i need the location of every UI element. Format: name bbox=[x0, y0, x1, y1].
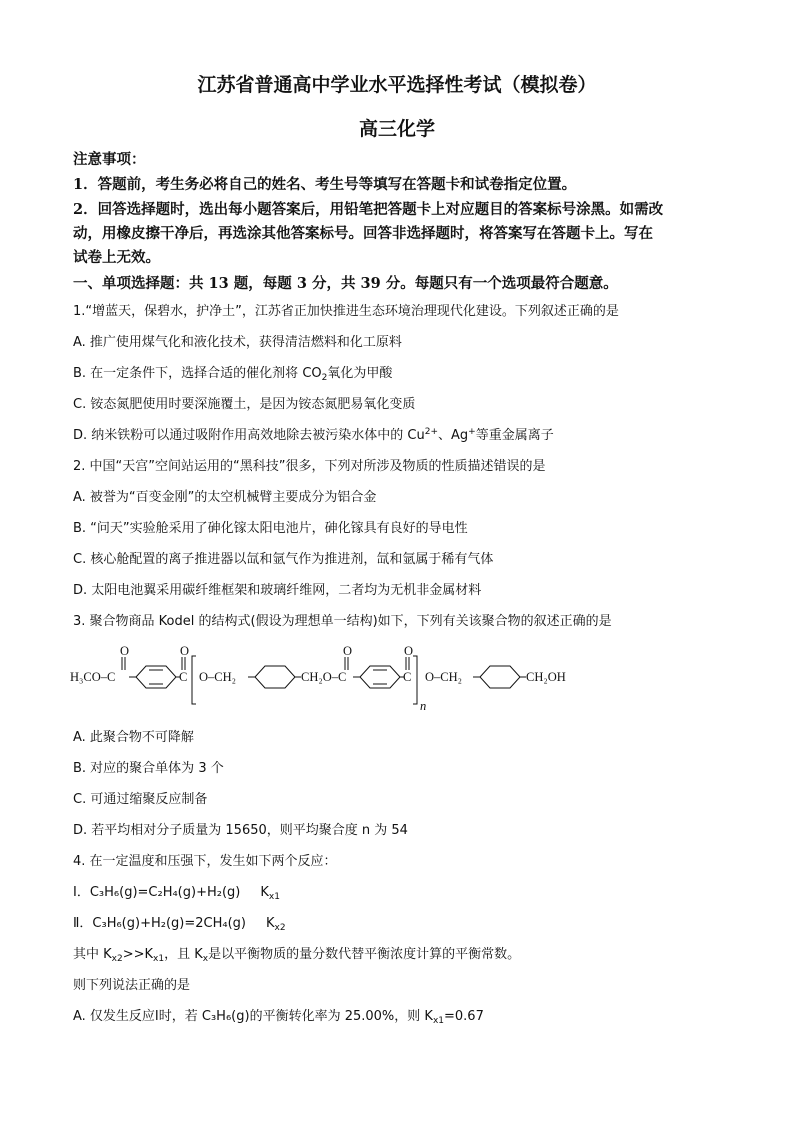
q3-option-c: C. 可通过缩聚反应制备 bbox=[73, 792, 208, 807]
section-1-heading: 一、单项选择题：共 13 题，每题 3 分，共 39 分。每题只有一个选项最符合题意。 bbox=[73, 275, 618, 292]
hydroxymethyl-group: CH₂OH bbox=[526, 670, 566, 684]
notice-item-1: 1．答题前，考生务必将自己的姓名、考生号等填写在答题卡和试卷指定位置。 bbox=[73, 176, 577, 193]
q1-option-a: A. 推广使用煤气化和液化技术，获得清洁燃料和化工原料 bbox=[73, 335, 402, 350]
ch2o-ester-group: CH₂O–C bbox=[301, 670, 347, 684]
q4-reaction-2: Ⅱ．C₃H₆(g)+H₂(g)=2CH₄(g) $K_{x2}$ bbox=[73, 916, 286, 933]
ether-ch2-1: O–CH₂ bbox=[199, 670, 236, 684]
q1-option-b: B. 在一定条件下，选择合适的催化剂将 $CO_2$氧化为甲酸 bbox=[73, 366, 393, 383]
q3-option-a: A. 此聚合物不可降解 bbox=[73, 730, 194, 745]
q4-note: 其中 $K_{x2}>>K_{x1}$，且 $K_x$是以平衡物质的量分数代替平衡浓度计算的平衡常数。 bbox=[73, 947, 521, 964]
notice-heading: 注意事项： bbox=[73, 151, 146, 168]
q3-option-d: D. 若平均相对分子质量为 15650，则平均聚合度 n 为 54 bbox=[73, 823, 408, 838]
q4-option-a: A. 仅发生反应Ⅰ时，若 C₃H₆(g)的平衡转化率为 25.00%，则 $K_{x1}=0.67$ bbox=[73, 1009, 484, 1026]
carbonyl-o-1: O bbox=[120, 644, 130, 658]
q2-option-b: B. “问天”实验舱采用了砷化镓太阳电池片，砷化镓具有良好的导电性 bbox=[73, 521, 468, 536]
q1-stem: 1.“增蓝天，保碧水，护净土”，江苏省正加快推进生态环境治理现代化建设。下列叙述正确的是 bbox=[73, 304, 619, 319]
repeat-count-n: n bbox=[420, 699, 427, 713]
notice-item-2-line-1: 2．回答选择题时，选出每小题答案后，用铅笔把答题卡上对应题目的答案标号涂黑。如需改 bbox=[73, 201, 664, 218]
q1-option-d: D. 纳米铁粉可以通过吸附作用高效地除去被污染水体中的 $Cu^{2+}$、Ag+等重金属离子 bbox=[73, 427, 554, 443]
carbonyl-carbon-2: C bbox=[179, 670, 188, 684]
q2-option-a: A. 被誉为“百变金刚”的太空机械臂主要成分为铝合金 bbox=[73, 490, 377, 505]
q3-stem: 3. 聚合物商品 Kodel 的结构式(假设为理想单一结构)如下，下列有关该聚合物的叙述正确的是 bbox=[73, 614, 612, 629]
ether-ch2-2: O–CH₂ bbox=[425, 670, 462, 684]
exam-title: 江苏省普通高中学业水平选择性考试（模拟卷） bbox=[197, 74, 597, 96]
q2-option-d: D. 太阳电池翼采用碳纤维框架和玻璃纤维网，二者均为无机非金属材料 bbox=[73, 583, 482, 598]
q4-stem: 4. 在一定温度和压强下，发生如下两个反应： bbox=[73, 854, 337, 869]
q4-reaction-1: Ⅰ．C₃H₆(g)=C₂H₄(g)+H₂(g) $K_{x1}$ bbox=[73, 885, 280, 902]
q2-stem: 2. 中国“天宫”空间站运用的“黑科技”很多，下列对所涉及物质的性质描述错误的是 bbox=[73, 459, 546, 474]
q1-option-c: C. 铵态氮肥使用时要深施覆土，是因为铵态氮肥易氧化变质 bbox=[73, 397, 416, 412]
carbonyl-o-2: O bbox=[180, 644, 190, 658]
kodel-structure-diagram bbox=[70, 644, 590, 714]
carbonyl-o-3: O bbox=[343, 644, 353, 658]
notice-item-2-line-3: 试卷上无效。 bbox=[73, 249, 160, 266]
q2-option-c: C. 核心舱配置的离子推进器以氙和氩气作为推进剂，氙和氩属于稀有气体 bbox=[73, 552, 494, 567]
q3-option-b: B. 对应的聚合单体为 3 个 bbox=[73, 761, 224, 776]
q4-ask: 则下列说法正确的是 bbox=[73, 978, 191, 993]
exam-subtitle: 高三化学 bbox=[358, 118, 435, 140]
carbonyl-carbon-4: C bbox=[403, 670, 412, 684]
notice-item-2-line-2: 动，用橡皮擦干净后，再选涂其他答案标号。回答非选择题时，将答案写在答题卡上。写在 bbox=[73, 225, 653, 242]
methyl-ester-group: H₃CO–C bbox=[70, 670, 116, 684]
carbonyl-o-4: O bbox=[404, 644, 414, 658]
